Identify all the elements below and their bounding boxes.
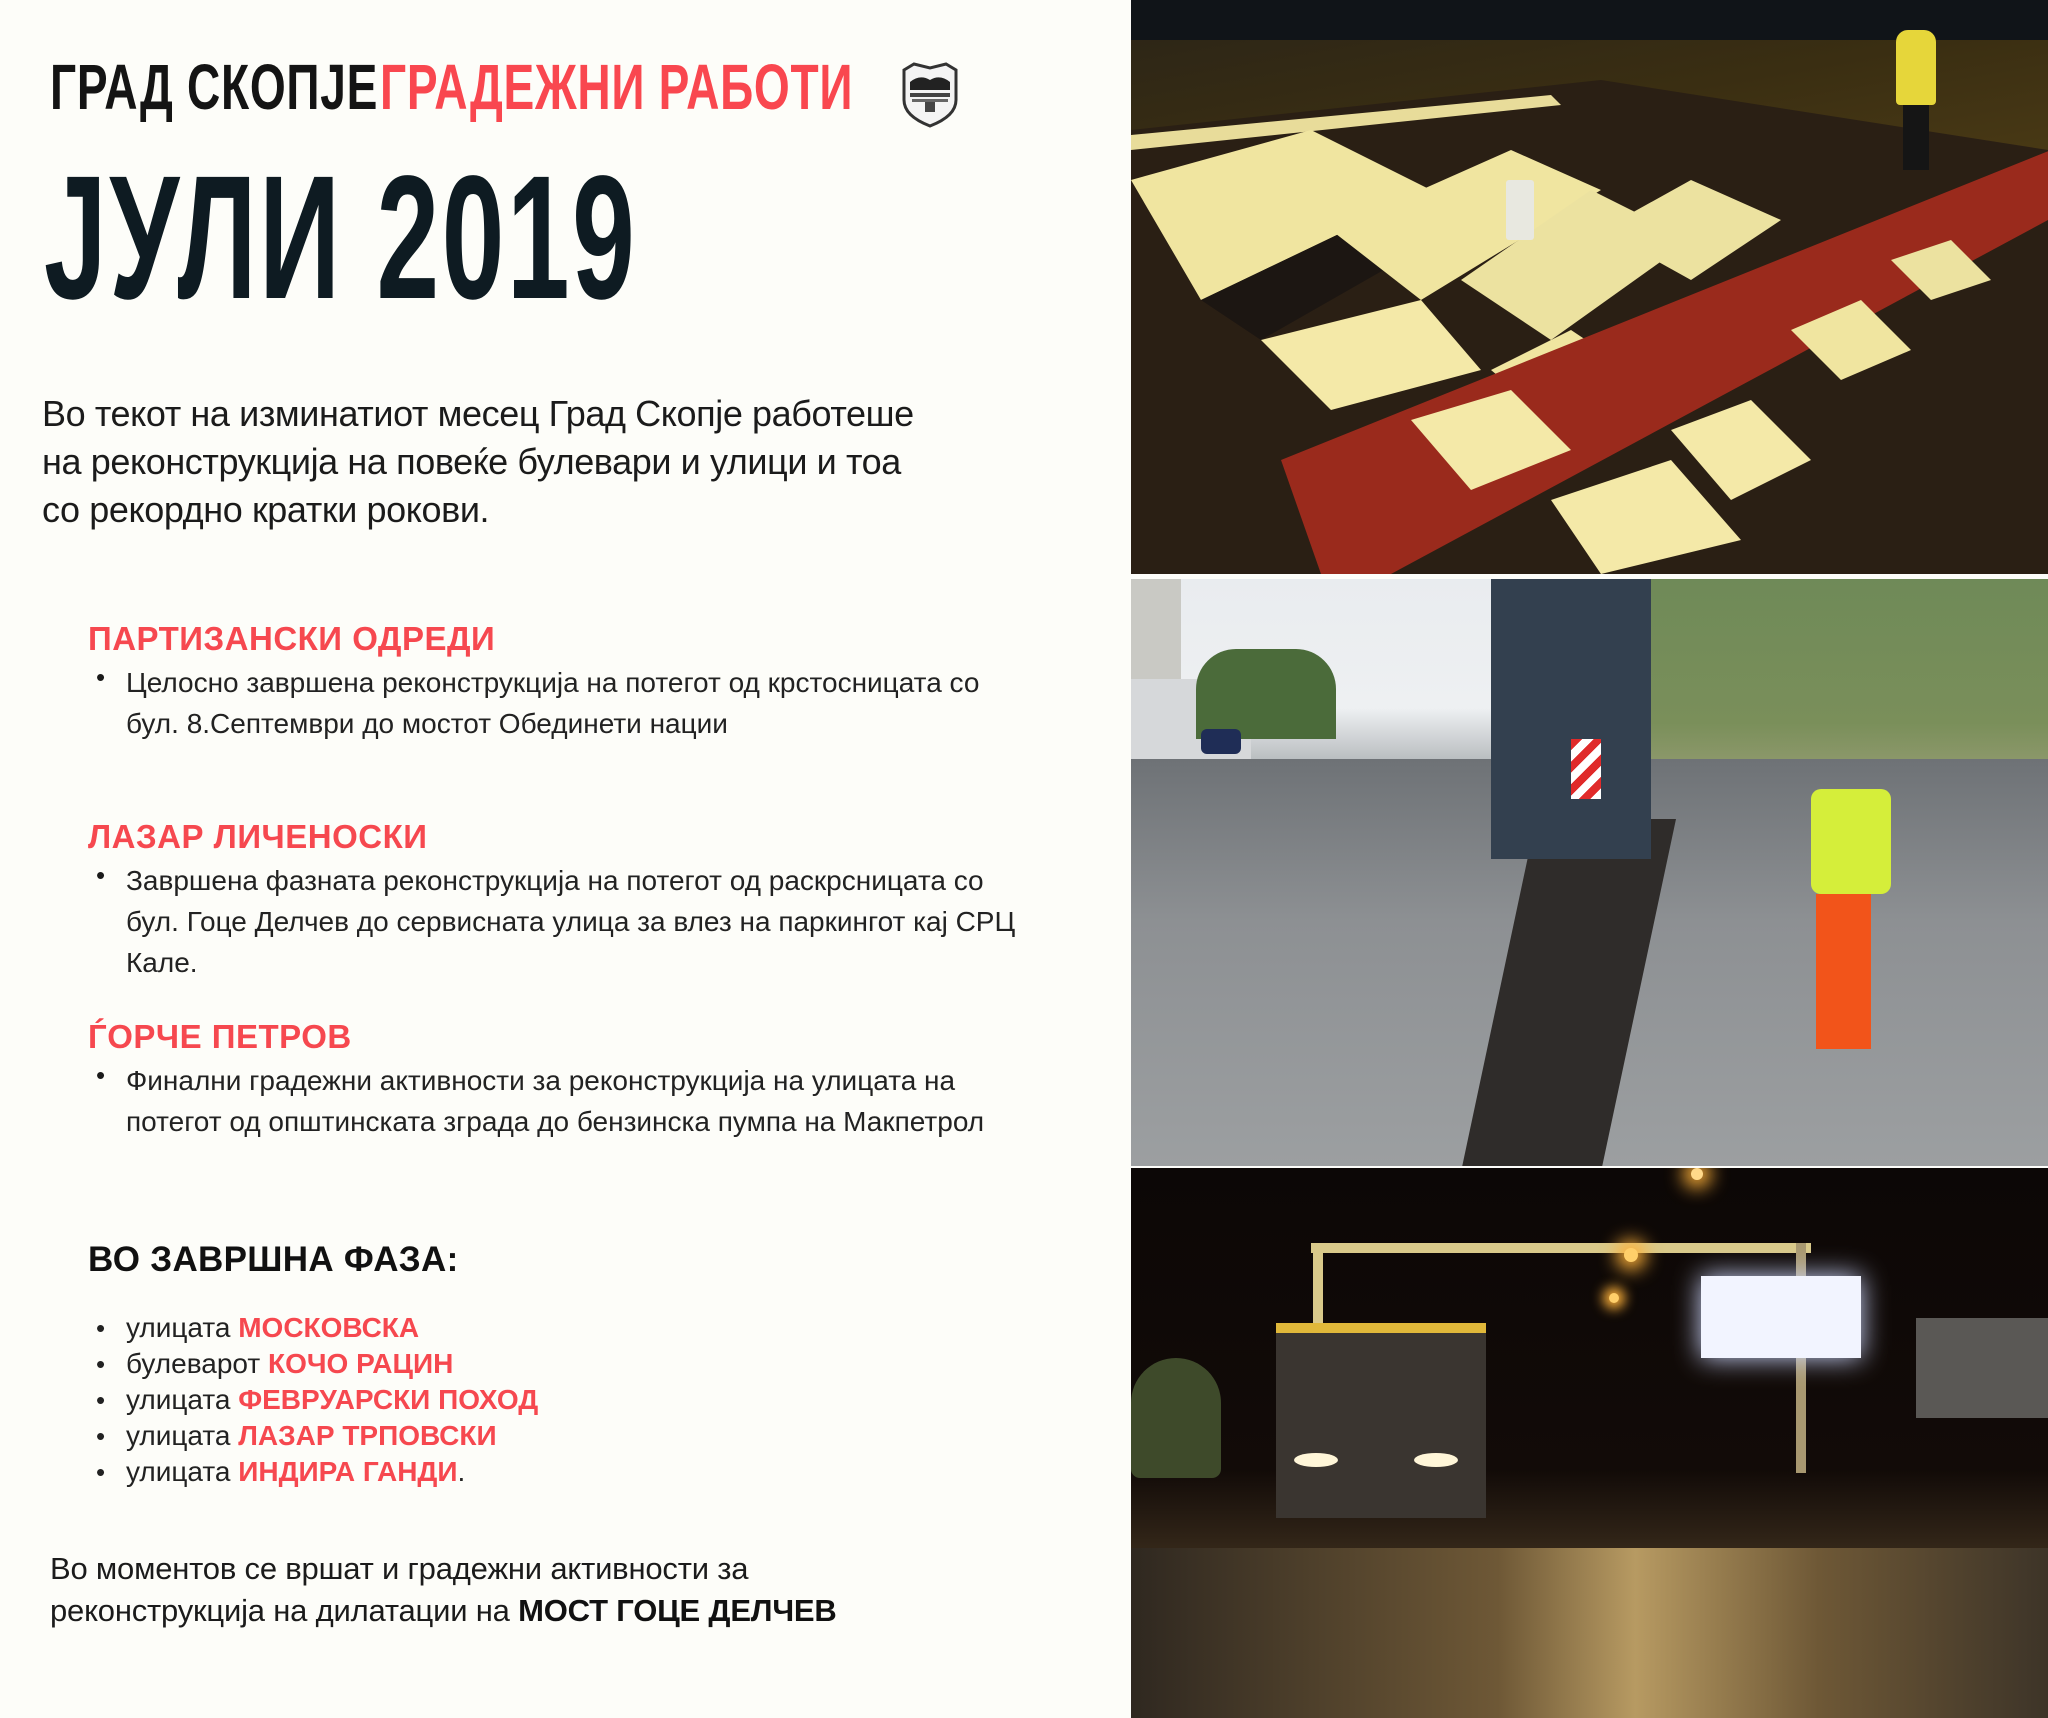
list-item bbox=[88, 1382, 538, 1418]
footer-line-2 bbox=[50, 1590, 1050, 1632]
section-bullet-text: Финални градежни активности за реконструкција на улицата на потегот од општинската зграда до бензинска пумпа на Макпетрол bbox=[126, 1065, 985, 1137]
page-title: ЈУЛИ 2019 bbox=[44, 140, 638, 336]
car bbox=[1201, 729, 1241, 754]
street-prefix: улицата bbox=[126, 1312, 231, 1343]
list-item bbox=[88, 1454, 538, 1490]
bullet-icon: • bbox=[96, 1457, 106, 1487]
night-asphalt-paver-photo bbox=[1131, 1168, 2048, 1718]
list-item bbox=[88, 1346, 538, 1382]
street-prefix: улицата bbox=[126, 1384, 231, 1415]
bullet-icon: • bbox=[96, 1060, 106, 1090]
tree-left bbox=[1131, 1358, 1221, 1478]
list-item bbox=[88, 1418, 538, 1454]
trees-left bbox=[1196, 649, 1336, 739]
street-lamp bbox=[1691, 1168, 1703, 1180]
section-partizanski-odredi bbox=[88, 620, 1018, 744]
worker-safety-vest bbox=[1811, 789, 1891, 894]
bullet-icon: • bbox=[96, 1349, 106, 1379]
section-heading: ПАРТИЗАНСКИ ОДРЕДИ bbox=[88, 620, 496, 657]
bridge-name: МОСТ ГОЦЕ ДЕЛЧЕВ bbox=[518, 1593, 837, 1628]
street-suffix: . bbox=[457, 1456, 466, 1487]
night-crosswalk-painting-photo bbox=[1131, 0, 2048, 574]
street-name: ЛАЗАР ТРПОВСКИ bbox=[238, 1420, 497, 1451]
section-heading: ЃОРЧЕ ПЕТРОВ bbox=[88, 1018, 352, 1055]
street-lamp bbox=[1624, 1248, 1638, 1262]
section-bullet-text: Завршена фазната реконструкција на потегот од раскрсницата со бул. Гоце Делчев до сервисната улица за влез на паркингот кај СРЦ Кале. bbox=[126, 865, 1016, 978]
footer-note bbox=[50, 1548, 1050, 1632]
paver-headlight bbox=[1294, 1453, 1338, 1467]
street-prefix: улицата bbox=[126, 1456, 231, 1487]
worker-pants bbox=[1903, 105, 1929, 170]
building-right bbox=[1916, 1318, 2048, 1418]
list-item bbox=[88, 1060, 1018, 1142]
illuminated-billboard bbox=[1701, 1276, 1861, 1358]
warning-chevron bbox=[1571, 739, 1601, 799]
section-heading: ЛАЗАР ЛИЧЕНОСКИ bbox=[88, 818, 428, 855]
city-of-skopje-coat-of-arms-icon bbox=[898, 60, 962, 128]
street-prefix: булеварот bbox=[126, 1348, 261, 1379]
list-item bbox=[88, 1310, 538, 1346]
worker-orange-pants bbox=[1816, 894, 1871, 1049]
header-line bbox=[50, 52, 920, 122]
header-city: ГРАД СКОПЈЕ bbox=[50, 51, 379, 123]
worker-yellow-shirt bbox=[1896, 30, 1936, 105]
bullet-icon: • bbox=[96, 860, 106, 890]
section-bullet-text: Целосно завршена реконструкција на потегот од крстосницата со бул. 8.Септември до мостот Обединети нации bbox=[126, 667, 980, 739]
bullet-icon: • bbox=[96, 662, 106, 692]
street-name: ФЕВРУАРСКИ ПОХОД bbox=[238, 1384, 539, 1415]
header-topic: ГРАДЕЖНИ РАБОТИ bbox=[380, 51, 854, 123]
overhead-gantry bbox=[1311, 1243, 1811, 1253]
asphalt-paver bbox=[1276, 1323, 1486, 1518]
final-phase-heading: ВО ЗАВРШНА ФАЗА: bbox=[88, 1240, 459, 1279]
street-prefix: улицата bbox=[126, 1420, 231, 1451]
wet-road bbox=[1131, 1548, 2048, 1718]
bullet-icon: • bbox=[96, 1421, 106, 1451]
final-phase-list bbox=[88, 1310, 538, 1490]
paver-headlight bbox=[1414, 1453, 1458, 1467]
list-item bbox=[88, 662, 1018, 744]
intro-paragraph: Во текот на изминатиот месец Град Скопје работеше на реконструкција на повеќе булевари и улици и тоа со рекордно кратки рокови. bbox=[42, 393, 914, 530]
street-name: КОЧО РАЦИН bbox=[267, 1348, 454, 1379]
asphalt-milling-machine-photo bbox=[1131, 579, 2048, 1166]
street-name: ИНДИРА ГАНДИ bbox=[238, 1456, 458, 1487]
milling-machine bbox=[1491, 579, 1651, 859]
section-gjorche-petrov bbox=[88, 1018, 1018, 1142]
paint-bucket bbox=[1506, 180, 1534, 240]
street-name: МОСКОВСКА bbox=[238, 1312, 420, 1343]
bullet-icon: • bbox=[96, 1385, 106, 1415]
list-item bbox=[88, 860, 1018, 983]
footer-line-2-text: реконструкција на дилатации на bbox=[50, 1593, 510, 1628]
footer-line-1: Во моментов се вршат и градежни активности за bbox=[50, 1551, 749, 1586]
street-lamp bbox=[1609, 1293, 1619, 1303]
section-lazar-lichenoski bbox=[88, 818, 1018, 983]
bullet-icon: • bbox=[96, 1313, 106, 1343]
